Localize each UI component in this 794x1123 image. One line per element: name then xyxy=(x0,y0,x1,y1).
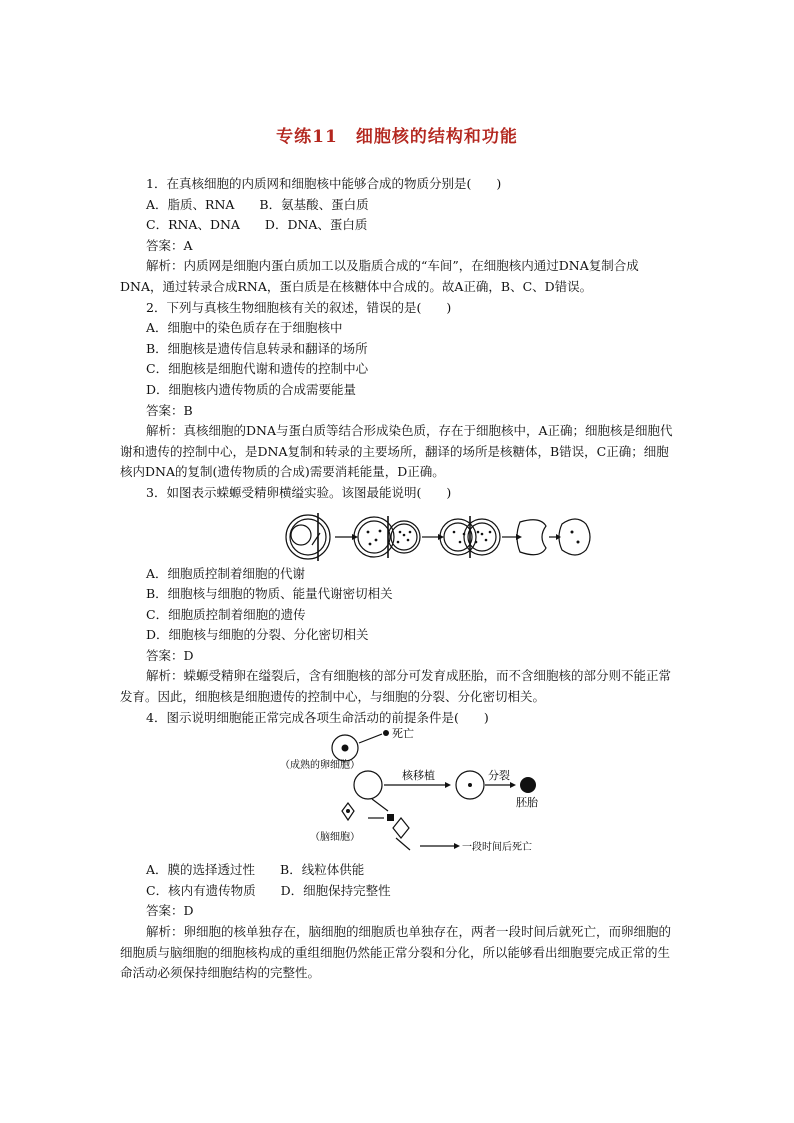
q2-analysis: 解析：真核细胞的DNA与蛋白质等结合形成染色质，存在于细胞核中，A正确；细胞核是细胞代谢和遗传的控制中心，是DNA复制和转录的主要场所，翻译的场所是核糖体，B错误，C正确；细胞核内DNA的复制(遗传物质的合成)需要消耗能量，D正确。 xyxy=(120,423,673,480)
q3-option-d: D．细胞核与细胞的分裂、分化密切相关 xyxy=(146,627,369,643)
q4-analysis: 解析：卵细胞的核单独存在，脑细胞的细胞质也单独存在，两者一段时间后就死亡，而卵细胞的细胞质与脑细胞的细胞核构成的重组细胞仍然能正常分裂和分化，所以能够看出细胞要完成正常的生命活动必须保持细胞结构的完整性。 xyxy=(120,924,672,981)
q2-option-a: A．细胞中的染色质存在于细胞核中 xyxy=(146,320,343,336)
q2-option-b: B．细胞核是遗传信息转录和翻译的场所 xyxy=(146,340,368,356)
q4-answer: 答案：D xyxy=(146,903,194,919)
q4-options-cd: C．核内有遗传物质 D．细胞保持完整性 xyxy=(146,882,391,898)
q1-answer: 答案：A xyxy=(146,237,193,253)
label-transfer: 核移植 xyxy=(402,769,435,783)
q1-analysis: 解析：内质网是细胞内蛋白质加工以及脂质合成的“车间”，在细胞核内通过DNA复制合成DNA，通过转录合成RNA，蛋白质是在核糖体中合成的。故A正确，B、C、D错误。 xyxy=(120,258,639,294)
q4-options-ab: A．膜的选择透过性 B．线粒体供能 xyxy=(146,862,365,878)
q3-analysis: 解析：蝾螈受精卵在缢裂后，含有细胞核的部分可发育成胚胎，而不含细胞核的部分则不能正常发育。因此，细胞核是细胞遗传的控制中心，与细胞的分裂、分化密切相关。 xyxy=(120,668,672,705)
q3-stem: 3．如图表示蝾螈受精卵横缢实验。该图最能说明( ) xyxy=(146,484,452,500)
label-embryo: 胚胎 xyxy=(516,796,538,810)
q2-option-d: D．细胞核内遗传物质的合成需要能量 xyxy=(146,381,357,397)
label-egg: （成熟的卵细胞） xyxy=(280,760,360,772)
q4-figure xyxy=(120,728,678,860)
q3-option-c: C．细胞质控制着细胞的遗传 xyxy=(146,606,306,622)
nuclear-transfer-diagram xyxy=(120,728,678,860)
document-body xyxy=(120,174,678,984)
q3-answer: 答案：D xyxy=(146,647,194,663)
q4-stem: 4．图示说明细胞能正常完成各项生命活动的前提条件是( ) xyxy=(146,709,489,725)
label-divide: 分裂 xyxy=(488,769,510,783)
q1-options-ab: A．脂质、RNA B．氨基酸、蛋白质 xyxy=(146,196,369,212)
q2-answer: 答案：B xyxy=(146,402,193,418)
q3-option-b: B．细胞核与细胞的物质、能量代谢密切相关 xyxy=(146,586,393,602)
q3-option-a: A．细胞质控制着细胞的代谢 xyxy=(146,565,306,581)
q1-options-cd: C．RNA、DNA D．DNA、蛋白质 xyxy=(146,217,368,233)
label-brain: （脑细胞） xyxy=(310,832,360,844)
newt-egg-ligation-diagram xyxy=(120,504,678,564)
label-later-death: 一段时间后死亡 xyxy=(462,842,532,854)
q1-stem: 1．在真核细胞的内质网和细胞核中能够合成的物质分别是( ) xyxy=(146,176,502,191)
page-title: 专练11 细胞核的结构和功能 xyxy=(276,127,518,147)
q2-stem: 2．下列与真核生物细胞核有关的叙述，错误的是( ) xyxy=(146,299,452,315)
q3-figure xyxy=(120,504,678,564)
q2-option-c: C．细胞核是细胞代谢和遗传的控制中心 xyxy=(146,361,369,377)
label-death: 死亡 xyxy=(392,728,414,741)
